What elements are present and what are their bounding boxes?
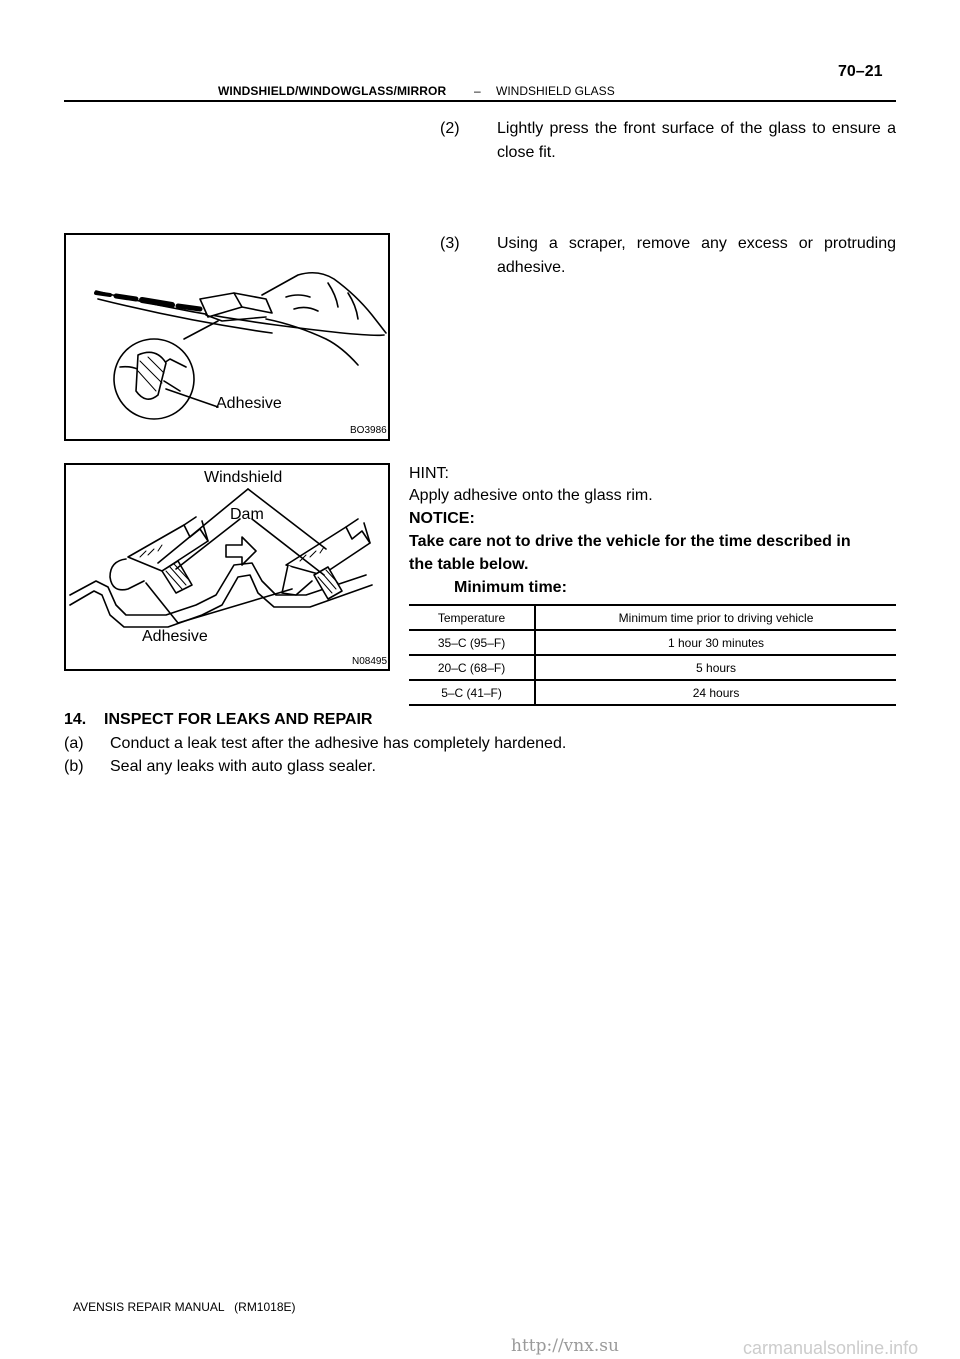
header-rule — [64, 100, 896, 102]
step-text: Using a scraper, remove any excess or protruding adhesive. — [497, 235, 896, 276]
minimum-time-table — [409, 604, 896, 706]
notice-title: NOTICE: — [409, 510, 475, 527]
notice-line-2: the table below. — [409, 556, 529, 573]
adhesive-label: Adhesive — [142, 628, 208, 645]
table-caption: Minimum time: — [454, 579, 567, 596]
header-temperature: Temperature — [409, 605, 535, 630]
step-2 — [440, 117, 896, 167]
table-row — [409, 630, 896, 655]
figure-adhesive-dam — [64, 463, 390, 671]
item-a-number: (a) — [64, 735, 84, 752]
time-cell: 1 hour 30 minutes — [535, 630, 896, 655]
item-b-number: (b) — [64, 758, 84, 775]
item-a-text: Conduct a leak test after the adhesive has completely hardened. — [110, 735, 567, 752]
page-number: 70–21 — [838, 63, 883, 80]
figure-code: BO3986 — [350, 425, 387, 436]
subsection-title: WINDSHIELD GLASS — [496, 84, 615, 98]
figure-scraper — [64, 233, 390, 441]
step-text: Lightly press the front surface of the glass to ensure a close fit. — [497, 120, 896, 161]
notice-line-1: Take care not to drive the vehicle for the time described in — [409, 533, 851, 550]
section-14-title: 14. INSPECT FOR LEAKS AND REPAIR — [64, 711, 373, 728]
watermark-site: carmanualsonline.info — [743, 1338, 919, 1358]
figure-code: N08495 — [352, 656, 388, 667]
table-row — [409, 655, 896, 680]
section-title: WINDSHIELD/WINDOWGLASS/MIRROR — [218, 84, 447, 98]
time-cell: 5 hours — [535, 655, 896, 680]
table-row — [409, 680, 896, 705]
footer-manual-id: AVENSIS REPAIR MANUAL (RM1018E) — [73, 1300, 296, 1314]
windshield-label: Windshield — [204, 469, 283, 486]
hint-title: HINT: — [409, 465, 449, 482]
step-number: (3) — [440, 235, 460, 252]
step-number: (2) — [440, 120, 460, 137]
temperature-cell: 5–C (41–F) — [409, 680, 535, 705]
time-cell: 24 hours — [535, 680, 896, 705]
table-header-row — [409, 605, 896, 630]
hint-text: Apply adhesive onto the glass rim. — [409, 487, 653, 504]
dam-label: Dam — [230, 506, 264, 523]
header-separator: – — [474, 84, 481, 98]
header-minimum-time: Minimum time prior to driving vehicle — [535, 605, 896, 630]
temperature-cell: 35–C (95–F) — [409, 630, 535, 655]
temperature-cell: 20–C (68–F) — [409, 655, 535, 680]
adhesive-label: Adhesive — [216, 395, 282, 412]
adhesive-dam-illustration — [66, 465, 388, 669]
watermark-link[interactable]: http://vnx.su — [511, 1336, 619, 1356]
item-b-text: Seal any leaks with auto glass sealer. — [110, 758, 376, 775]
step-3 — [440, 232, 896, 282]
